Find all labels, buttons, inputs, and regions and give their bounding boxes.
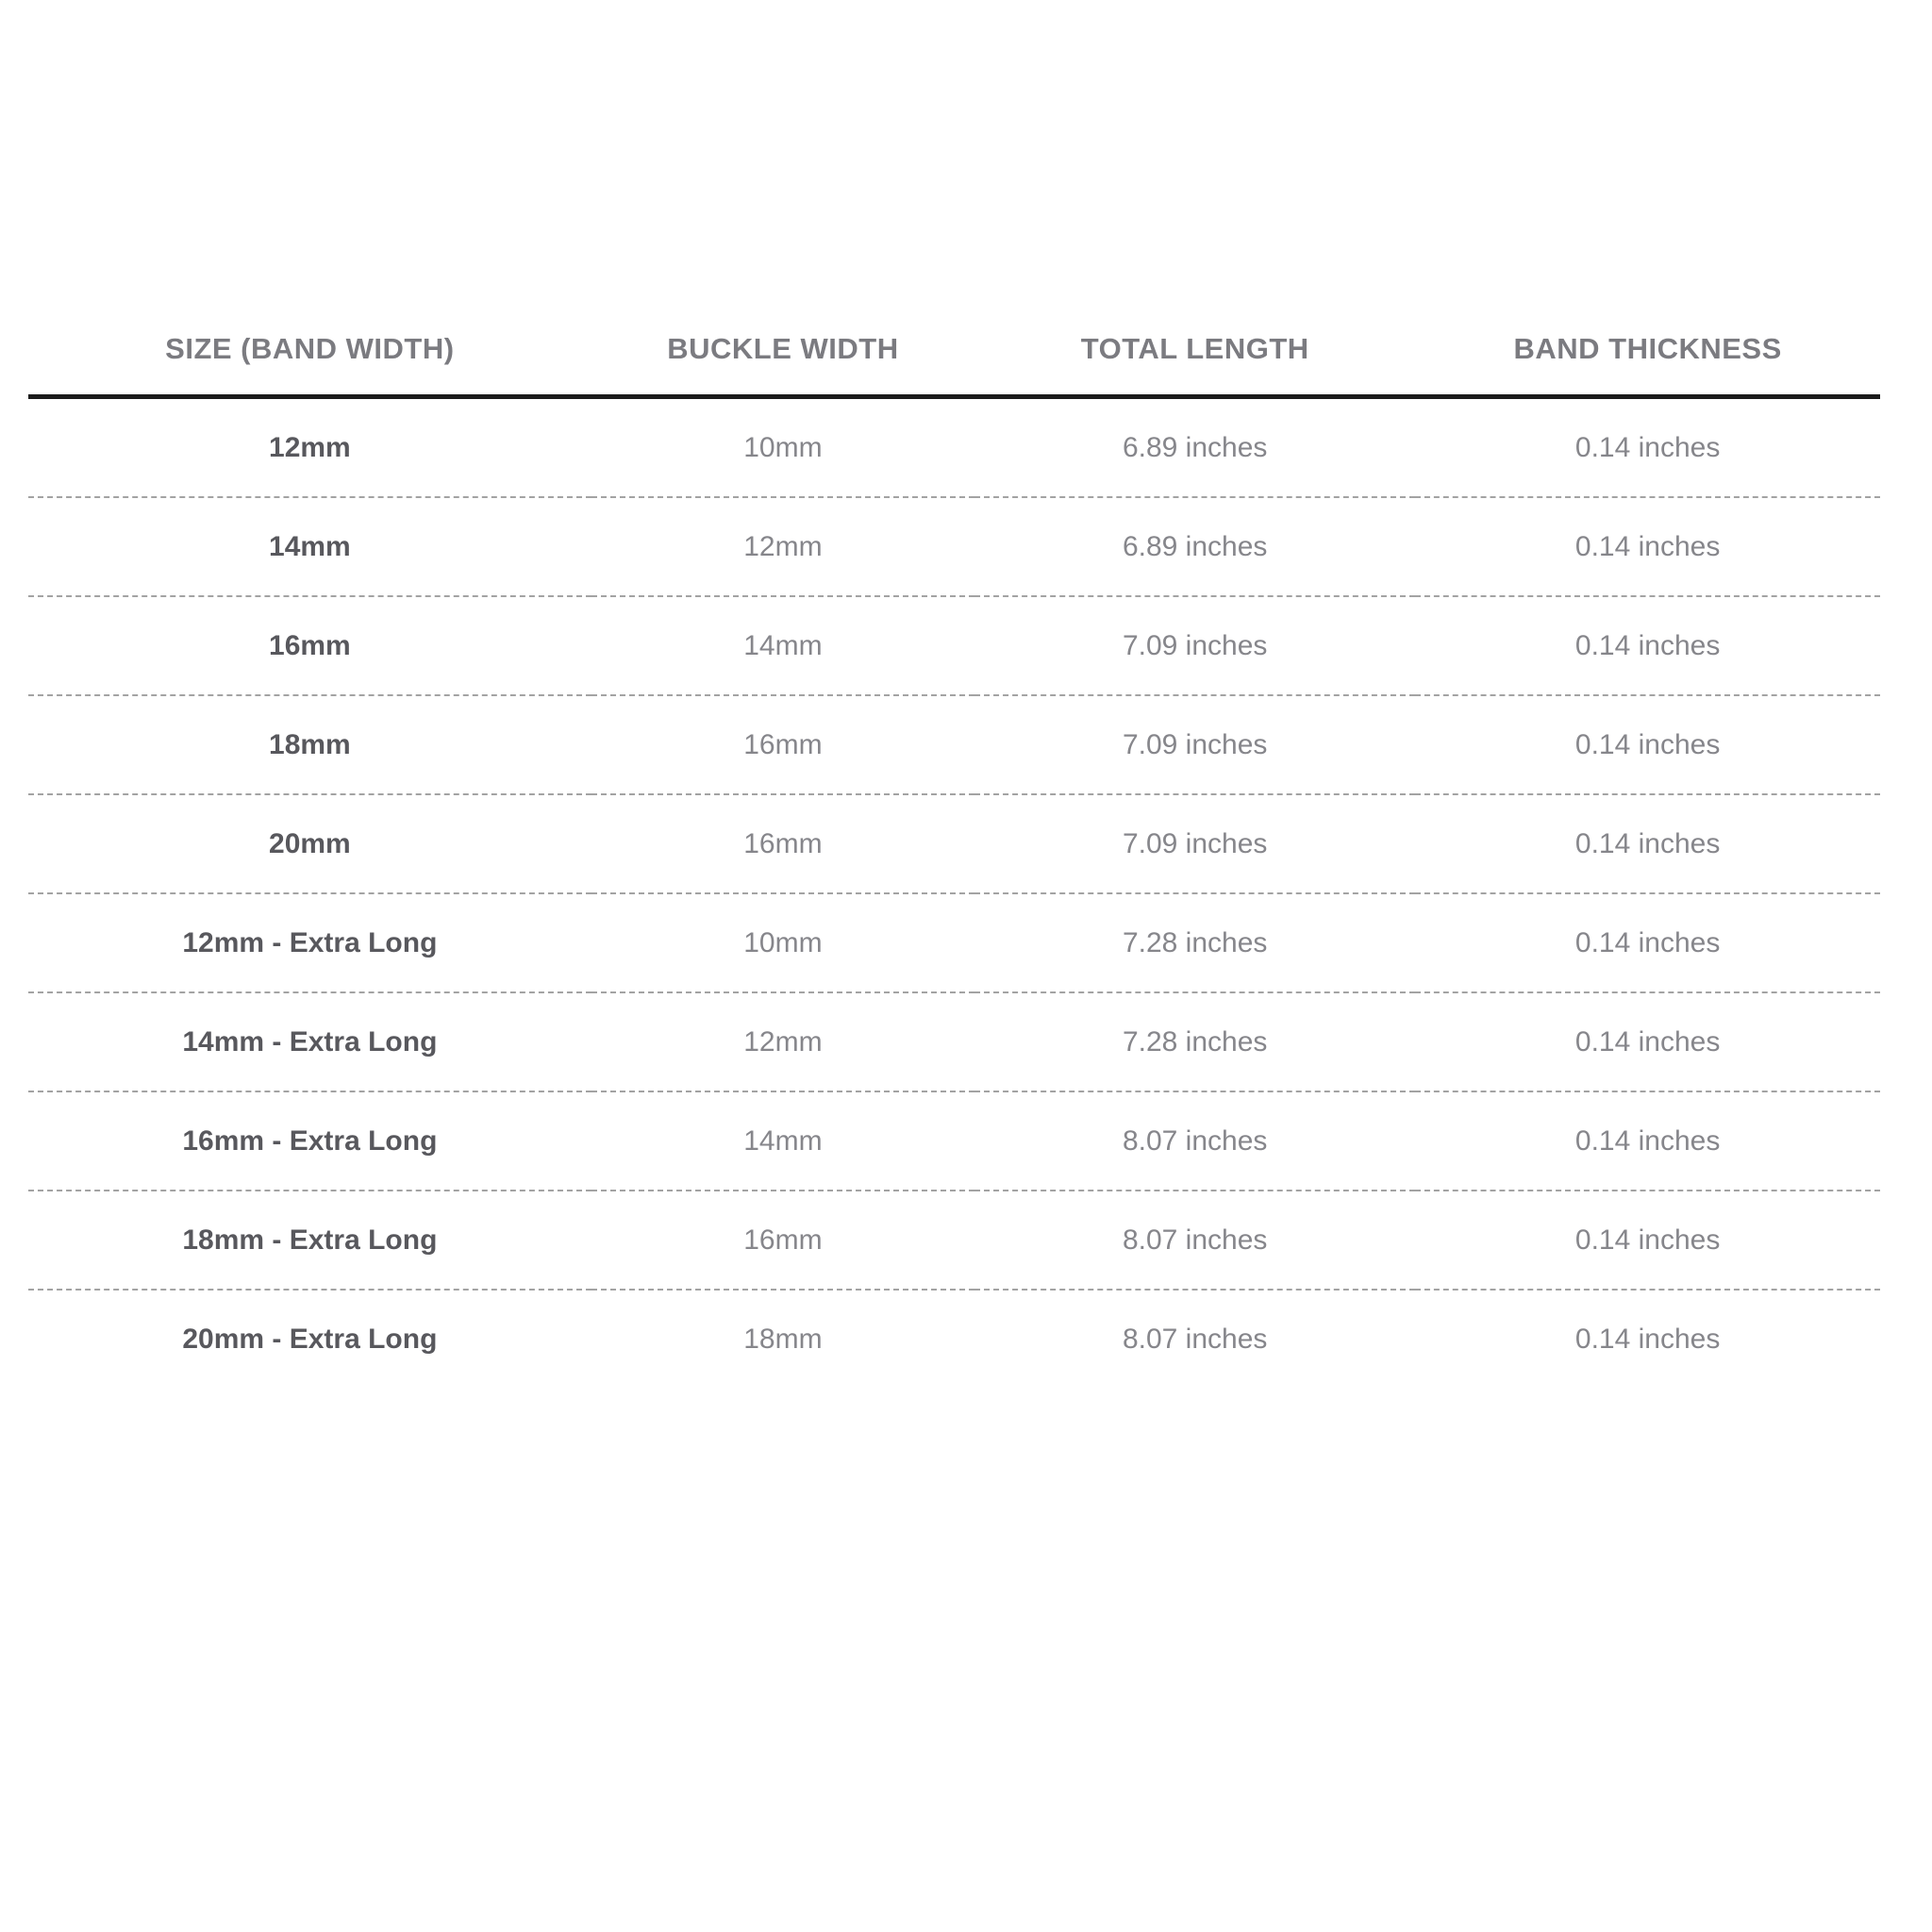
total-length-cell: 7.28 inches [974,893,1415,992]
band-thickness-cell: 0.14 inches [1415,794,1880,893]
buckle-width-cell: 12mm [591,992,974,1091]
table-row [28,1191,1880,1290]
band-thickness-cell: 0.14 inches [1415,1290,1880,1388]
band-thickness-cell: 0.14 inches [1415,1091,1880,1191]
size-cell: 16mm [28,596,591,695]
buckle-width-cell: 16mm [591,1191,974,1290]
total-length-cell: 7.09 inches [974,794,1415,893]
table-row [28,695,1880,794]
table-row [28,794,1880,893]
buckle-width-cell: 16mm [591,695,974,794]
table-row [28,1091,1880,1191]
size-cell: 18mm [28,695,591,794]
buckle-width-cell: 14mm [591,1091,974,1191]
total-length-cell: 7.09 inches [974,596,1415,695]
table-row [28,1290,1880,1388]
total-length-cell: 6.89 inches [1122,431,1268,463]
table-row [28,992,1880,1091]
buckle-width-cell: 16mm [591,794,974,893]
col-header-total-length: TOTAL LENGTH [974,311,1415,397]
size-cell: 12mm - Extra Long [28,893,591,992]
size-cell: 16mm - Extra Long [28,1091,591,1191]
table-row [28,397,1880,498]
total-length-cell: 8.07 inches [974,1191,1415,1290]
band-thickness-cell: 0.14 inches [1415,497,1880,596]
size-cell: 14mm [28,497,591,596]
size-cell: 20mm [28,794,591,893]
buckle-width-cell: 18mm [591,1290,974,1388]
total-length-cell: 6.89 inches [974,497,1415,596]
size-cell: 12mm [269,431,351,463]
band-thickness-cell: 0.14 inches [1415,596,1880,695]
col-header-band-thickness: BAND THICKNESS [1415,311,1880,397]
total-length-cell: 8.07 inches [974,1290,1415,1388]
table-row [28,497,1880,596]
size-cell: 18mm - Extra Long [28,1191,591,1290]
buckle-width-cell: 10mm [591,893,974,992]
band-thickness-cell: 0.14 inches [1415,695,1880,794]
table-header-row [28,311,1880,397]
size-chart-table [28,311,1880,1388]
col-header-buckle-width: BUCKLE WIDTH [591,311,974,397]
total-length-cell: 8.07 inches [974,1091,1415,1191]
band-thickness-cell: 0.14 inches [1415,992,1880,1091]
total-length-cell: 7.28 inches [974,992,1415,1091]
band-thickness-cell: 0.14 inches [1574,431,1721,463]
buckle-width-cell: 14mm [591,596,974,695]
col-header-size: SIZE (BAND WIDTH) [28,311,591,397]
size-table-body [28,397,1880,1389]
buckle-width-cell: 10mm [743,431,823,463]
table-row [28,596,1880,695]
size-cell: 20mm - Extra Long [28,1290,591,1388]
table-row [28,893,1880,992]
total-length-cell: 7.09 inches [974,695,1415,794]
buckle-width-cell: 12mm [591,497,974,596]
band-thickness-cell: 0.14 inches [1415,1191,1880,1290]
size-cell: 14mm - Extra Long [28,992,591,1091]
band-thickness-cell: 0.14 inches [1415,893,1880,992]
